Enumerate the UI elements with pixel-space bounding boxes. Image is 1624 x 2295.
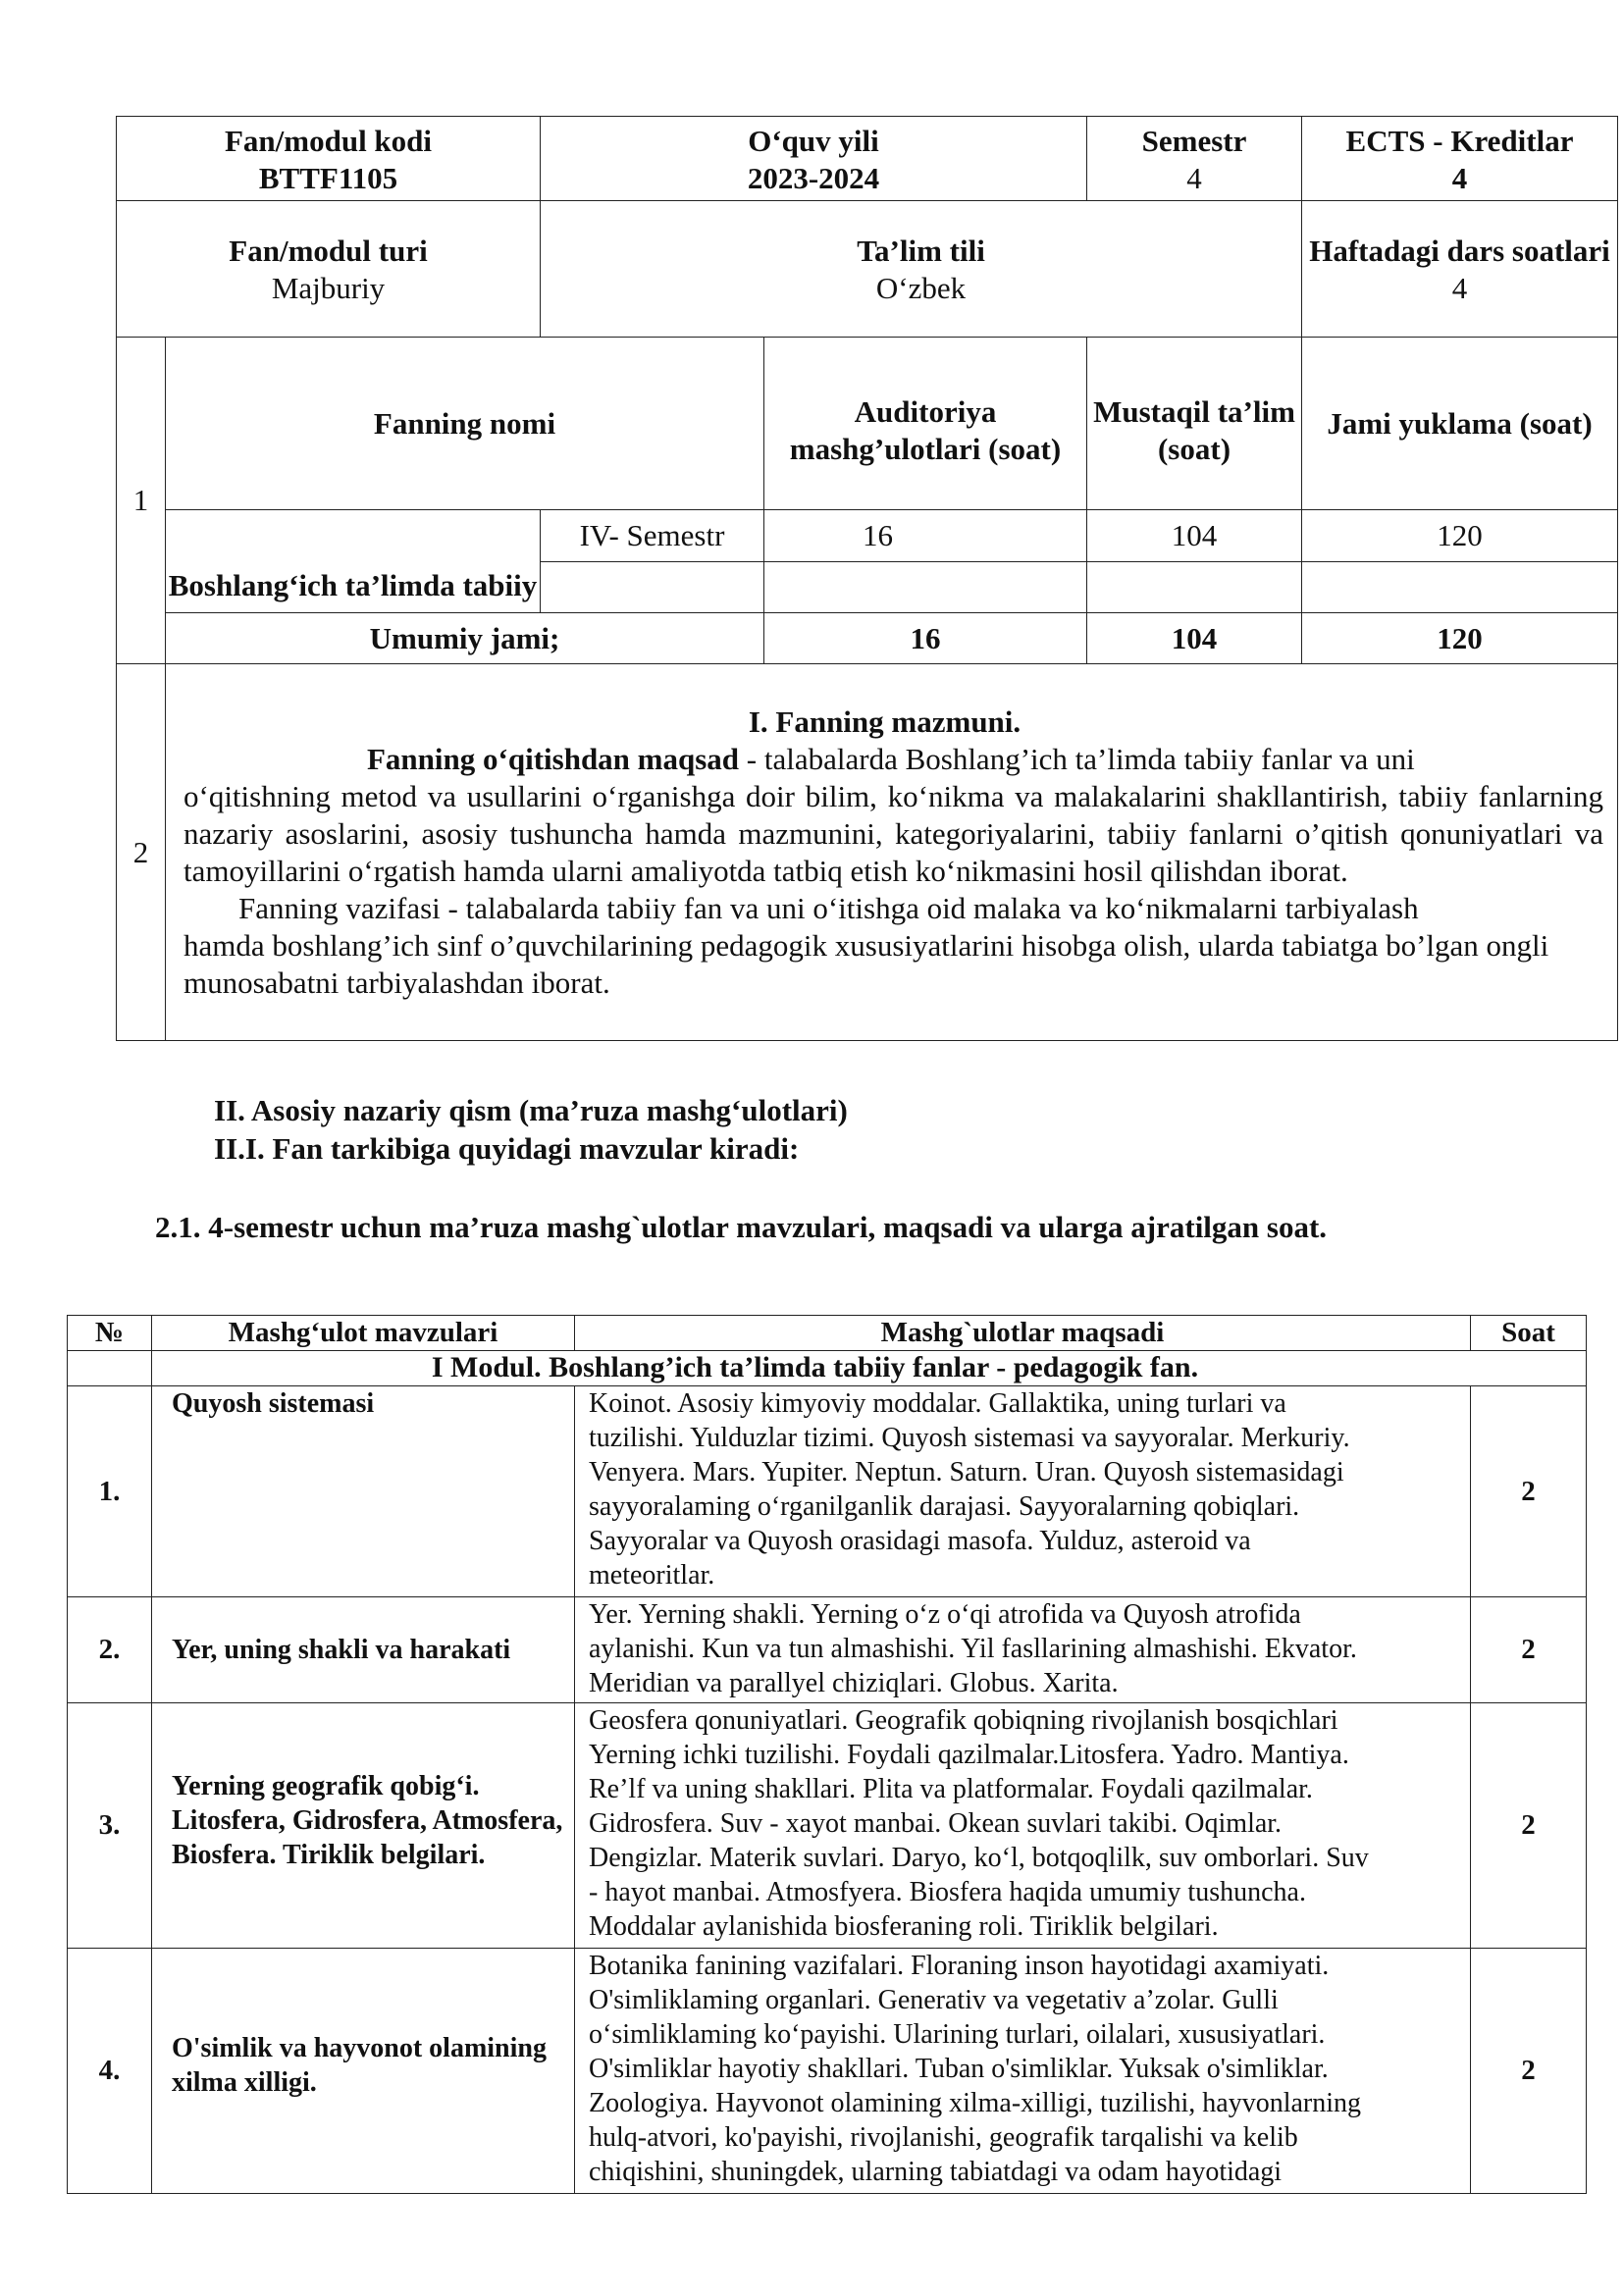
total-hours-header: Jami yuklama (soat) <box>1302 338 1618 510</box>
section-number-1 <box>117 338 166 664</box>
total-hours-value: 120 <box>1302 510 1618 562</box>
language-value: O‘zbek <box>875 271 967 305</box>
goal-line: Gidrosfera. Suv - xayot manbai. Okean suvlari takibi. Oqimlar. <box>589 1808 1283 1839</box>
course-goal-paragraph <box>183 741 1604 890</box>
course-info-table <box>116 116 1618 1041</box>
auditorium-hours-header: Auditoriya mashg’ulotlari (soat) <box>764 338 1087 510</box>
part-2-heading: II. Asosiy nazariy qism (ma’ruza mashg‘ulotlari) <box>214 1093 848 1127</box>
row-goal <box>575 1703 1471 1949</box>
weekly-hours-value: 4 <box>1451 271 1468 305</box>
goal-line: Yerning ichki tuzilishi. Foydali qazilmalar.Litosfera. Yadro. Mantiya. <box>589 1740 1349 1770</box>
course-goal-text: o‘qitishning metod va usullarini o‘rganishga doir bilim, ko‘nikma va malakalarini shakllantirish, tabiiy fanlarning nazariy asoslarini, asosiy tushuncha hamda mazmunini, kategoriyalarini, tabiiy fanlarni o’qitish qonuniyatlari va tamoyillarini o‘rgatish hamda ularni amaliyotda tatbiq etish ko‘nikmasini hosil qilishdan iborat. <box>183 779 1604 888</box>
grand-auditorium-hours: 16 <box>764 613 1087 664</box>
section-number-1-text: 1 <box>132 483 149 517</box>
lecture-topics-table <box>67 1315 1587 2194</box>
row-goal <box>575 1597 1471 1703</box>
row-topic: Quyosh sistemasi <box>152 1386 575 1597</box>
column-header-topic: Mashg‘ulot mavzulari <box>152 1316 575 1351</box>
module-type-cell <box>117 201 541 338</box>
goal-line: o‘simliklaming ko‘payishi. Ularining turlari, oilalari, xususiyatlari. <box>589 2019 1326 2050</box>
semester-cell <box>1087 117 1302 201</box>
row-hours: 2 <box>1471 1597 1587 1703</box>
ects-label: ECTS - Kreditlar <box>1345 124 1574 158</box>
goal-line: Zoologiya. Hayvonot olamining xilma-xilligi, tuzilishi, hayvonlarning <box>589 2088 1362 2118</box>
weekly-hours-cell <box>1302 201 1618 338</box>
column-header-number: № <box>68 1316 152 1351</box>
goal-line: hulq-atvori, ko'payishi, rivojlanishi, geografik tarqalishi va kelib <box>589 2122 1298 2153</box>
row-hours: 2 <box>1471 1703 1587 1949</box>
goal-line: Koinot. Asosiy kimyoviy moddalar. Gallaktika, uning turlari va <box>589 1388 1286 1419</box>
grand-independent-hours: 104 <box>1087 613 1302 664</box>
table-row <box>68 1703 1587 1949</box>
subject-name: Boshlang‘ich ta’limda tabiiy <box>166 510 541 613</box>
part-2-1-heading: II.I. Fan tarkibiga quyidagi mavzular kiradi: <box>214 1131 800 1166</box>
goal-line: sayyoralaming o‘rganilganlik darajasi. Sayyoralarning qobiqlari. <box>589 1491 1300 1522</box>
subject-name-header: Fanning nomi <box>166 338 764 510</box>
table-row <box>68 1386 1587 1597</box>
goal-line: - hayot manbai. Atmosfyera. Biosfera haqida umumiy tushuncha. <box>589 1877 1306 1907</box>
empty-cell <box>1087 562 1302 613</box>
row-topic: Yerning geografik qobig‘i. Litosfera, Gidrosfera, Atmosfera, Biosfera. Tiriklik belgilari. <box>152 1703 575 1949</box>
auditorium-hours-value: 16 <box>764 510 1087 562</box>
column-header-goal: Mashg`ulotlar maqsadi <box>575 1316 1471 1351</box>
table-row <box>68 1949 1587 2194</box>
row-topic: Yer, uning shakli va harakati <box>152 1597 575 1703</box>
row-goal <box>575 1386 1471 1597</box>
goal-line: Re’lf va uning shakllari. Plita va platformalar. Foydali qazilmalar. <box>589 1774 1313 1804</box>
independent-hours-header: Mustaqil ta’lim (soat) <box>1087 338 1302 510</box>
ects-cell <box>1302 117 1618 201</box>
row-goal <box>575 1949 1471 2194</box>
table-row <box>68 1597 1587 1703</box>
goal-line: chiqishini, shuningdek, ularning tabiatdagi va odam hayotidagi <box>589 2157 1283 2187</box>
module-type-value: Majburiy <box>271 271 386 305</box>
goal-line: O'simliklar hayotiy shakllari. Tuban o'simliklar. Yuksak o'simliklar. <box>589 2054 1329 2084</box>
goal-line: Yer. Yerning shakli. Yerning o‘z o‘qi atrofida va Quyosh atrofida <box>589 1599 1301 1630</box>
row-number: 4. <box>68 1949 152 2194</box>
goal-line: Geosfera qonuniyatlari. Geografik qobiqning rivojlanish bosqichlari <box>589 1705 1338 1736</box>
module-code-value: BTTF1105 <box>258 161 398 195</box>
module-title: I Modul. Boshlang’ich ta’limda tabiiy fanlar - pedagogik fan. <box>152 1351 1587 1386</box>
section-number-2 <box>117 664 166 1041</box>
goal-line: Sayyoralar va Quyosh orasidagi masofa. Yulduz, asteroid va <box>589 1526 1251 1556</box>
course-content-cell <box>166 664 1618 1041</box>
row-hours: 2 <box>1471 1386 1587 1597</box>
goal-line: meteoritlar. <box>589 1560 715 1591</box>
course-goal-first-line: - talabalarda Boshlang’ich ta’limda tabiiy fanlar va uni <box>739 742 1415 776</box>
module-code-label: Fan/modul kodi <box>224 124 433 158</box>
goal-line: Meridian va parallyel chiziqlari. Globus. Xarita. <box>589 1668 1119 1698</box>
goal-line: Moddalar aylanishida biosferaning roli. Tiriklik belgilari. <box>589 1911 1219 1942</box>
course-task-first-line: Fanning vazifasi - talabalarda tabiiy fan va uni o‘itishga oid malaka va ko‘nikmalarni tarbiyalash <box>238 891 1419 925</box>
language-label: Ta’lim tili <box>857 234 985 268</box>
row-hours: 2 <box>1471 1949 1587 2194</box>
goal-line: aylanishi. Kun va tun almashishi. Yil fasllarining almashishi. Ekvator. <box>589 1634 1357 1664</box>
language-cell <box>541 201 1302 338</box>
academic-year-label: O‘quv yili <box>748 124 879 158</box>
empty-cell <box>68 1351 152 1386</box>
course-task-paragraph <box>183 890 1603 1002</box>
academic-year-cell <box>541 117 1087 201</box>
academic-year-value: 2023-2024 <box>747 161 880 195</box>
row-topic: O'simlik va hayvonot olamining xilma xilligi. <box>152 1949 575 2194</box>
independent-hours-value: 104 <box>1087 510 1302 562</box>
empty-cell <box>541 562 764 613</box>
goal-line: O'simliklaming organlari. Generativ va vegetativ a’zolar. Gulli <box>589 1985 1279 2015</box>
grand-total-label: Umumiy jami; <box>166 613 764 664</box>
goal-line: Botanika fanining vazifalari. Floraning inson hayotidagi axamiyati. <box>589 1951 1330 1981</box>
row-number: 3. <box>68 1703 152 1949</box>
module-code-cell <box>117 117 541 201</box>
section-2-1-heading: 2.1. 4-semestr uchun ma’ruza mashg`ulotlar mavzulari, maqsadi va ularga ajratilgan soat. <box>155 1210 1328 1244</box>
row-number: 2. <box>68 1597 152 1703</box>
goal-line: Venyera. Mars. Yupiter. Neptun. Saturn. Uran. Quyosh sistemasidagi <box>589 1457 1344 1487</box>
ects-value: 4 <box>1451 161 1468 195</box>
semester-label: Semestr <box>1141 124 1247 158</box>
course-goal-label: Fanning o‘qitishdan maqsad <box>367 742 740 776</box>
module-type-label: Fan/modul turi <box>229 234 428 268</box>
goal-line: Dengizlar. Materik suvlari. Daryo, ko‘l, botqoqlilk, suv omborlari. Suv <box>589 1843 1369 1873</box>
course-content-title: I. Fanning mazmuni. <box>748 704 1022 739</box>
column-header-hours: Soat <box>1471 1316 1587 1351</box>
course-task-text: hamda boshlang’ich sinf o’quvchilarining pedagogik xususiyatlarini hisobga olish, ularda tabiatga bo’lgan ongli munosabatni tarbiyalashdan iborat. <box>183 928 1549 1000</box>
section-number-2-text: 2 <box>132 834 149 869</box>
semester-name: IV- Semestr <box>541 510 764 562</box>
empty-cell <box>764 562 1087 613</box>
goal-line: tuzilishi. Yulduzlar tizimi. Quyosh sistemasi va sayyoralar. Merkuriy. <box>589 1423 1350 1453</box>
row-number: 1. <box>68 1386 152 1597</box>
grand-total-hours: 120 <box>1302 613 1618 664</box>
empty-cell <box>1302 562 1618 613</box>
semester-value: 4 <box>1186 161 1202 195</box>
weekly-hours-label: Haftadagi dars soatlari <box>1309 234 1610 268</box>
